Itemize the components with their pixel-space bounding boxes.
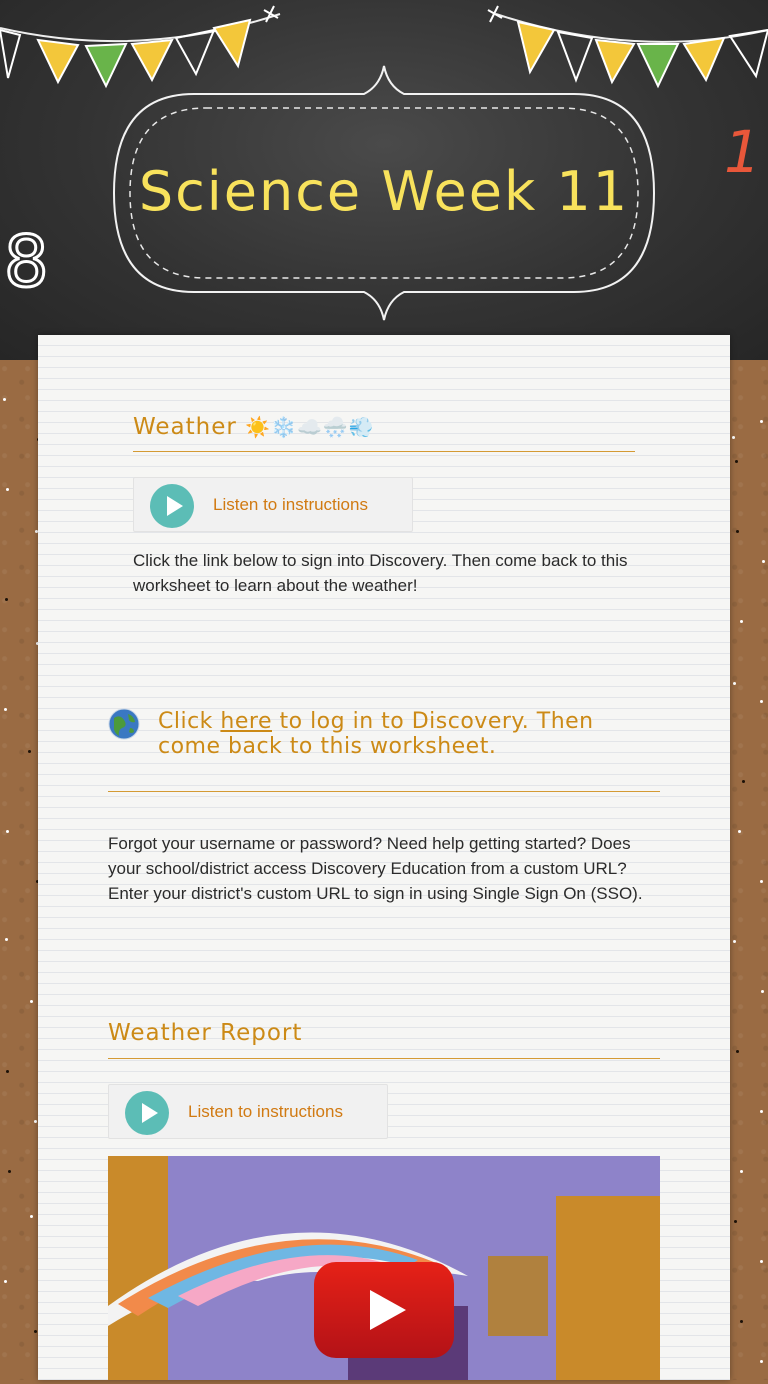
weather-report-heading: Weather Report xyxy=(108,1020,303,1046)
listen-instructions-button-2[interactable] xyxy=(108,1084,388,1139)
cork-dot xyxy=(5,938,8,941)
cork-dot xyxy=(4,1280,7,1283)
discovery-help-text: Forgot your username or password? Need help getting started? Does your school/district access Discovery Education from a custom URL? Enter your district's custom URL to sign in using Single Sign On (SSO). xyxy=(108,834,643,903)
svg-text:8: 8 xyxy=(4,221,49,303)
weather-divider xyxy=(133,451,635,452)
cork-dot xyxy=(760,1110,763,1113)
globe-icon xyxy=(108,708,140,740)
cork-dot xyxy=(760,880,763,883)
cork-dot xyxy=(740,620,743,623)
report-divider xyxy=(108,1058,660,1059)
weather-heading-text: Weather xyxy=(133,414,237,440)
cork-dot xyxy=(3,398,6,401)
cork-dot xyxy=(762,560,765,563)
youtube-play-icon[interactable] xyxy=(314,1262,454,1358)
svg-text:1: 1 xyxy=(724,118,761,186)
cork-dot xyxy=(733,940,736,943)
cork-dot xyxy=(740,1170,743,1173)
link-suffix: to log in to Discovery. Then come back to this worksheet. xyxy=(158,709,594,759)
discovery-login-text xyxy=(158,709,638,759)
cork-dot xyxy=(761,990,764,993)
cork-dot xyxy=(6,488,9,491)
listen-instructions-button-1[interactable] xyxy=(133,477,413,532)
cork-dot xyxy=(760,1360,763,1363)
link-prefix: Click xyxy=(158,709,221,734)
cork-dot xyxy=(760,700,763,703)
cork-dot xyxy=(4,708,7,711)
cork-dot xyxy=(742,780,745,783)
play-icon[interactable] xyxy=(125,1091,169,1135)
discovery-divider xyxy=(108,791,660,792)
cork-dot xyxy=(736,530,739,533)
cork-dot xyxy=(30,1000,33,1003)
cork-dot xyxy=(28,750,31,753)
chalk-digit-eight xyxy=(2,218,49,303)
cork-dot xyxy=(738,830,741,833)
chalk-digit-one xyxy=(722,118,761,186)
cork-dot xyxy=(34,1120,37,1123)
chalkboard-header xyxy=(0,0,768,360)
listen-label: Listen to instructions xyxy=(188,1102,343,1121)
cork-dot xyxy=(6,830,9,833)
weather-instructions: Click the link below to sign into Discovery. Then come back to this worksheet to learn about the weather! xyxy=(133,551,628,595)
cork-dot xyxy=(6,1070,9,1073)
cork-dot xyxy=(760,420,763,423)
cork-dot xyxy=(5,598,8,601)
cork-dot xyxy=(8,1170,11,1173)
cork-dot xyxy=(736,1050,739,1053)
cork-dot xyxy=(34,1330,37,1333)
cork-dot xyxy=(740,1320,743,1323)
cork-dot xyxy=(30,1215,33,1218)
cork-dot xyxy=(735,460,738,463)
cork-dot xyxy=(734,1220,737,1223)
cork-dot xyxy=(760,1260,763,1263)
listen-label: Listen to instructions xyxy=(213,495,368,514)
cork-dot xyxy=(733,682,736,685)
page-title: Science Week 11 xyxy=(138,160,630,223)
weather-heading xyxy=(133,414,375,440)
weather-emoji-icons: ☀️❄️☁️🌨️💨 xyxy=(245,415,375,439)
discovery-login-link[interactable]: here xyxy=(220,709,272,734)
youtube-video-embed[interactable] xyxy=(108,1156,660,1380)
cork-dot xyxy=(732,436,735,439)
play-icon[interactable] xyxy=(150,484,194,528)
